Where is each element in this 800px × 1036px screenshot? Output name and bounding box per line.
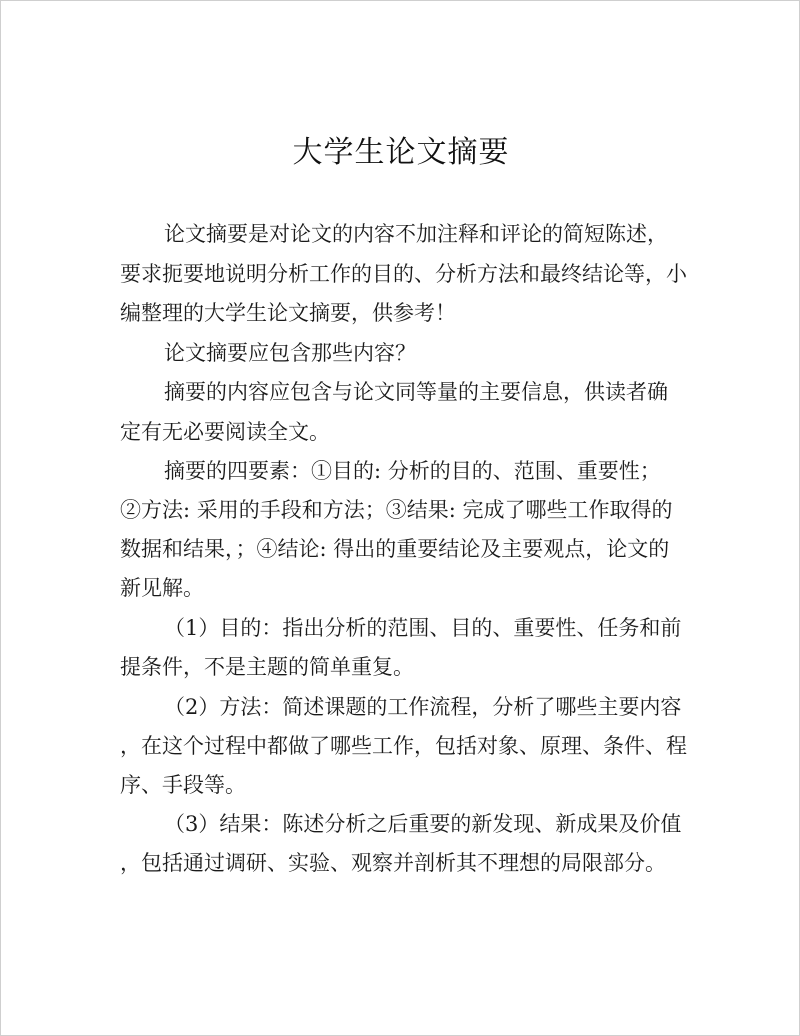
paragraph-line: 摘要的四要素：①目的: 分析的目的、范围、重要性； [164,459,661,483]
paragraph-line: 新见解。 [120,576,204,600]
paragraph-line: （2）方法：简述课题的工作流程，分析了哪些主要内容 [164,695,682,719]
paragraph-line: 摘要的内容应包含与论文同等量的主要信息，供读者确 [164,380,668,404]
paragraph-line: 定有无必要阅读全文。 [120,420,330,444]
paragraph-line: 要求扼要地说明分析工作的目的、分析方法和最终结论等，小 [120,262,687,286]
page-title: 大学生论文摘要 [292,135,510,170]
paragraph-line: ②方法: 采用的手段和方法；③结果: 完成了哪些工作取得的 [120,498,673,522]
paragraph-line: 提条件，不是主题的简单重复。 [120,655,414,679]
paragraph-line: 序、手段等。 [120,773,246,797]
paragraph-line: （3）结果：陈述分析之后重要的新发现、新成果及价值 [164,812,682,836]
paragraph-line: 论文摘要是对论文的内容不加注释和评论的简短陈述， [164,222,668,246]
paragraph-line: （1）目的：指出分析的范围、目的、重要性、任务和前 [164,616,682,640]
paragraph-line: ，在这个过程中都做了哪些工作，包括对象、原理、条件、程 [120,734,687,758]
paragraph-line: ，包括通过调研、实验、观察并剖析其不理想的局限部分。 [120,851,666,875]
paragraph-line: 论文摘要应包含那些内容？ [164,341,416,365]
paragraph-line: 编整理的大学生论文摘要，供参考！ [120,301,456,325]
paragraph-line: 数据和结果，；④结论: 得出的重要结论及主要观点，论文的 [120,537,670,561]
